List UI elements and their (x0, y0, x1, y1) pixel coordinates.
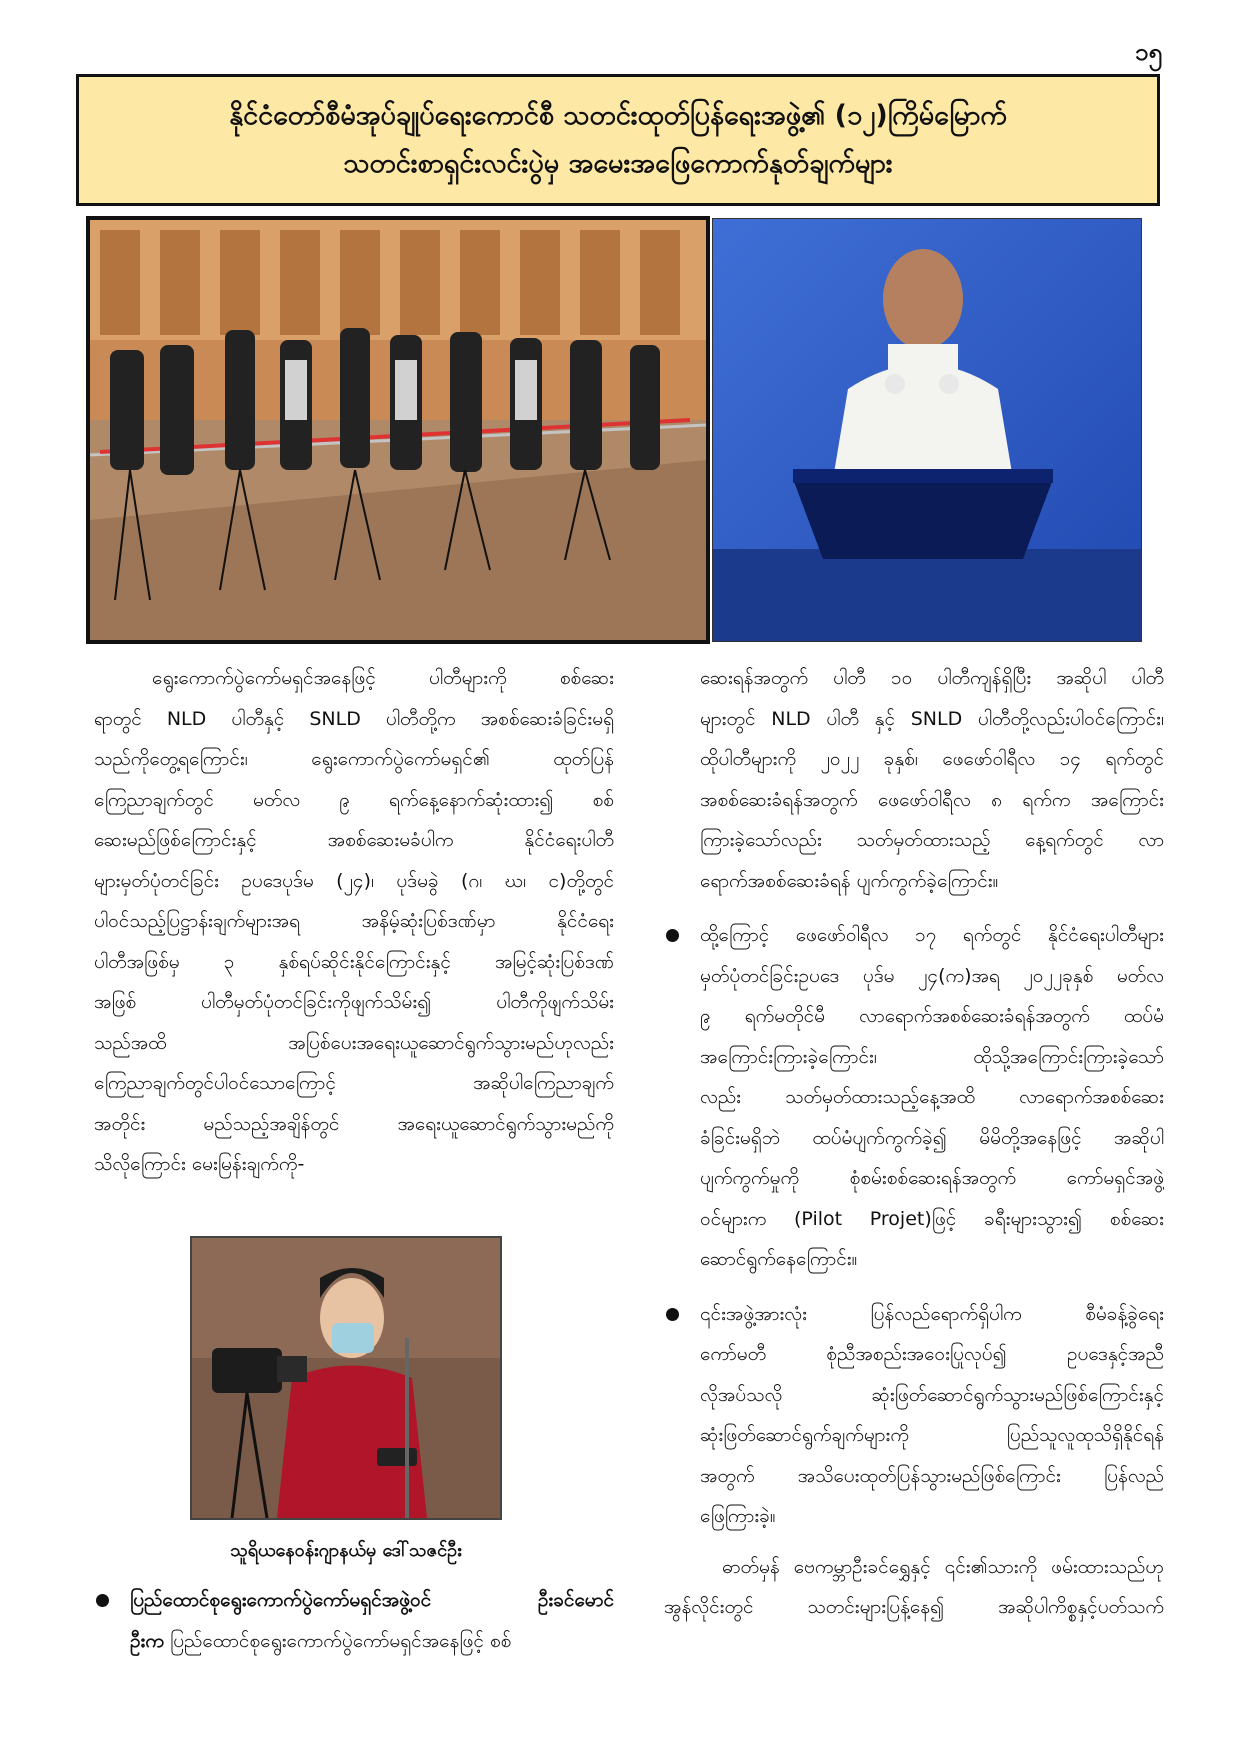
text-line: ဓာတ်မှန် ဗေကမ္ဘာဦးခင်ရွှေနှင့် ၎င်း၏သားကို ဖမ်းထားသည်ဟု (722, 1555, 1164, 1578)
question-paragraph (94, 658, 614, 1185)
question-paragraph-2 (664, 1547, 1164, 1628)
text-line: အတိုင်း မည်သည့်အချိန်တွင် အရေးယူဆောင်ရွက်သွားမည်ကို (94, 1112, 614, 1135)
text-line: ရွေးကောက်ပွဲကော်မရှင်အနေဖြင့် ပါတီများကို စစ်ဆေး (152, 667, 614, 689)
text-line: ထို့ကြောင့် ဖေဖော်ဝါရီလ ၁၇ ရက်တွင် နိုင်ငံရေးပါတီများ (700, 924, 1164, 946)
text-line: ပျက်ကွက်မှုကို စုံစမ်းစစ်ဆေးရန်အတွက် ကော်မရှင်အဖွဲ့ (700, 1167, 1164, 1189)
text-line: ကော်မတီ စုံညီအစည်းအဝေးပြုလုပ်၍ ဥပဒေနှင့်အညီ (700, 1343, 1164, 1365)
text-line: များမှတ်ပုံတင်ခြင်း ဥပဒေပုဒ်မ (၂၄)၊ ပုဒ်မခွဲ (ဂ၊ ဃ၊ င)တို့တွင် (94, 869, 614, 892)
bullet-line-rest: ပြည်ထောင်စုရွေးကောက်ပွဲကော်မရှင်အနေဖြင့် စစ် (163, 1629, 512, 1652)
text-line: ကြားခဲ့သော်လည်း သတ်မှတ်ထားသည့် နေ့ရက်တွင် လာ (700, 829, 1164, 851)
reporter-photo (190, 1236, 502, 1520)
text-line: သည်ကိုတွေ့ရကြောင်း၊ ရွေးကောက်ပွဲကော်မရှင်၏ ထုတ်ပြန် (94, 748, 614, 770)
left-column-text (94, 658, 614, 1185)
bullet-text-line (130, 1621, 614, 1662)
text-line: ဆေးမည်ဖြစ်ကြောင်းနှင့် အစစ်ဆေးမခံပါက နိုင်ငံရေးပါတီ (94, 829, 614, 851)
right-column-text (664, 658, 1164, 1628)
text-line: အဖြစ် ပါတီမှတ်ပုံတင်ခြင်းကိုဖျက်သိမ်း၍ ပါတီကိုဖျက်သိမ်း (94, 991, 614, 1013)
headline-line-1: နိုင်ငံတော်စီမံအုပ်ချုပ်ရေးကောင်စီ သတင်းထုတ်ပြန်ရေးအဖွဲ့၏ (၁၂)ကြိမ်မြောက် (229, 100, 1007, 131)
answer-bullet-1 (664, 915, 1164, 1280)
text-line: သိလိုကြောင်း မေးမြန်းချက်ကို- (94, 1153, 305, 1175)
headline-box (76, 74, 1160, 206)
answer-paragraph-1 (664, 658, 1164, 901)
text-line: လည်း သတ်မှတ်ထားသည့်နေ့အထိ လာရောက်အစစ်ဆေး (700, 1086, 1164, 1108)
text-line: ထိုပါတီများကို ၂၀၂၂ ခုနှစ်၊ ဖေဖော်ဝါရီလ ၁၄ ရက်တွင် (700, 748, 1164, 770)
text-line: အွန်လိုင်းတွင် သတင်းများပြန့်နေ၍ အဆိုပါကိစ္စနှင့်ပတ်သက် (664, 1596, 1164, 1618)
text-line: ၎င်းအဖွဲ့အားလုံး ပြန်လည်ရောက်ရှိပါက စီမံခန့်ခွဲရေး (700, 1302, 1164, 1325)
bullet-icon (666, 929, 679, 942)
bullet-lead-line: ပြည်ထောင်စုရွေးကောက်ပွဲကော်မရှင်အဖွဲ့ဝင် ဦးခင်မောင် (130, 1589, 614, 1611)
text-line: ဖြေကြားခဲ့။ (700, 1505, 776, 1527)
text-line: သည်အထိ အပြစ်ပေးအရေးယူဆောင်ရွက်သွားမည်ဟုလည်း (94, 1031, 614, 1054)
answer-bullet-2 (664, 1294, 1164, 1537)
text-line: ဆေးရန်အတွက် ပါတီ ၁၀ ပါတီကျန်ရှိပြီး အဆိုပါ ပါတီ (700, 667, 1164, 689)
text-line: အစစ်ဆေးခံရန်အတွက် ဖေဖော်ဝါရီလ ၈ ရက်က အကြောင်း (700, 788, 1164, 811)
text-line: ဝင်များက (Pilot Projet)ဖြင့် ခရီးများသွား၍ စစ်ဆေး (700, 1207, 1164, 1230)
text-line: လိုအပ်သလို ဆုံးဖြတ်ဆောင်ရွက်သွားမည်ဖြစ်ကြောင်းနှင့် (700, 1383, 1164, 1406)
text-line: အကြောင်းကြားခဲ့ကြောင်း၊ ထိုသို့အကြောင်းကြားခဲ့သော် (700, 1045, 1164, 1068)
bullet-icon (96, 1594, 109, 1607)
text-line: ခံခြင်းမရှိဘဲ ထပ်မံပျက်ကွက်ခဲ့၍ မိမိတို့အနေဖြင့် အဆိုပါ (700, 1126, 1164, 1149)
bullet-icon (666, 1308, 679, 1321)
speaker-podium-photo (712, 218, 1142, 642)
photo-caption: သူရိယနေဝန်းဂျာနယ်မှ ဒေါ်သဇင်ဦး (230, 1540, 462, 1561)
text-line: ရာတွင် NLD ပါတီနှင့် SNLD ပါတီတို့က အစစ်ဆေးခံခြင်းမရှိ (94, 707, 614, 730)
page-number: ၁၅ (1135, 38, 1162, 66)
text-line: အတွက် အသိပေးထုတ်ပြန်သွားမည်ဖြစ်ကြောင်း ပြန်လည် (700, 1464, 1164, 1487)
press-cameras-photo (86, 216, 710, 644)
answer-bullet-left (94, 1580, 614, 1661)
text-line: ဆောင်ရွက်နေကြောင်း။ (700, 1248, 858, 1270)
headline-line-2: သတင်းစာရှင်းလင်းပွဲမှ အမေးအဖြေကောက်နုတ်ချက်များ (343, 148, 893, 179)
bullet-lead-end: ဦးက (130, 1629, 164, 1652)
text-line: မှတ်ပုံတင်ခြင်းဥပဒေ ပုဒ်မ ၂၄(က)အရ ၂၀၂၂ခုနှစ် မတ်လ (700, 964, 1164, 987)
text-line: ကြေညာချက်တွင်ပါဝင်သောကြောင့် အဆိုပါကြေညာချက် (94, 1072, 614, 1094)
text-line: ရောက်အစစ်ဆေးခံရန် ပျက်ကွက်ခဲ့ကြောင်း။ (700, 869, 999, 892)
text-line: ပါဝင်သည့်ပြဋ္ဌာန်းချက်များအရ အနိမ့်ဆုံးပြစ်ဒဏ်မှာ နိုင်ငံရေး (94, 910, 614, 932)
text-line: ပါတီအဖြစ်မှ ၃ နှစ်ရပ်ဆိုင်းနိုင်ကြောင်းနှင့် အမြင့်ဆုံးပြစ်ဒဏ် (94, 950, 614, 973)
text-line: ၉ ရက်မတိုင်မီ လာရောက်အစစ်ဆေးခံရန်အတွက် ထပ်မံ (700, 1005, 1164, 1027)
text-line: ကြေညာချက်တွင် မတ်လ ၉ ရက်နေ့နောက်ဆုံးထား၍ စစ် (94, 788, 614, 811)
text-line: ဆုံးဖြတ်ဆောင်ရွက်ချက်များကို ပြည်သူလူထုသိရှိနိုင်ရန် (700, 1424, 1164, 1446)
text-line: များတွင် NLD ပါတီ နှင့် SNLD ပါတီတို့လည်းပါဝင်ကြောင်း၊ (700, 707, 1164, 730)
